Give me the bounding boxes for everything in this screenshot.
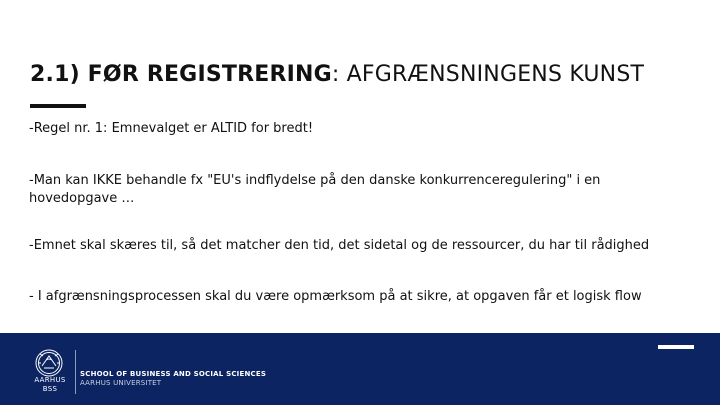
school-label — [80, 370, 266, 388]
footer-accent-line — [658, 345, 694, 349]
slide-title-bold: 2.1) FØR REGISTRERING — [30, 62, 332, 87]
slide-title-light: : AFGRÆNSNINGENS KUNST — [331, 62, 645, 87]
bullet-item: -Man kan IKKE behandle fx "EU's indflydelse på den danske konkurrenceregulering" i en hovedopgave … — [29, 173, 601, 206]
bullet-item: -Emnet skal skæres til, så det matcher den tid, det sidetal og de ressourcer, du har til rådighed — [29, 238, 650, 253]
title-underline — [30, 104, 86, 108]
logo-text — [28, 376, 72, 394]
logo-divider — [75, 350, 76, 394]
university-name: AARHUS UNIVERSITET — [80, 379, 162, 387]
logo-line-2: BSS — [42, 385, 58, 393]
footer-bar — [0, 333, 720, 405]
bullet-item: -Regel nr. 1: Emnevalget er ALTID for bredt! — [29, 121, 314, 136]
bullet-item: - I afgrænsningsprocessen skal du være opmærksom på at sikre, at opgaven får et logisk flow — [29, 289, 642, 304]
school-name: SCHOOL OF BUSINESS AND SOCIAL SCIENCES — [80, 370, 267, 378]
logo-line-1: AARHUS — [34, 376, 66, 384]
slide-title — [30, 60, 710, 90]
